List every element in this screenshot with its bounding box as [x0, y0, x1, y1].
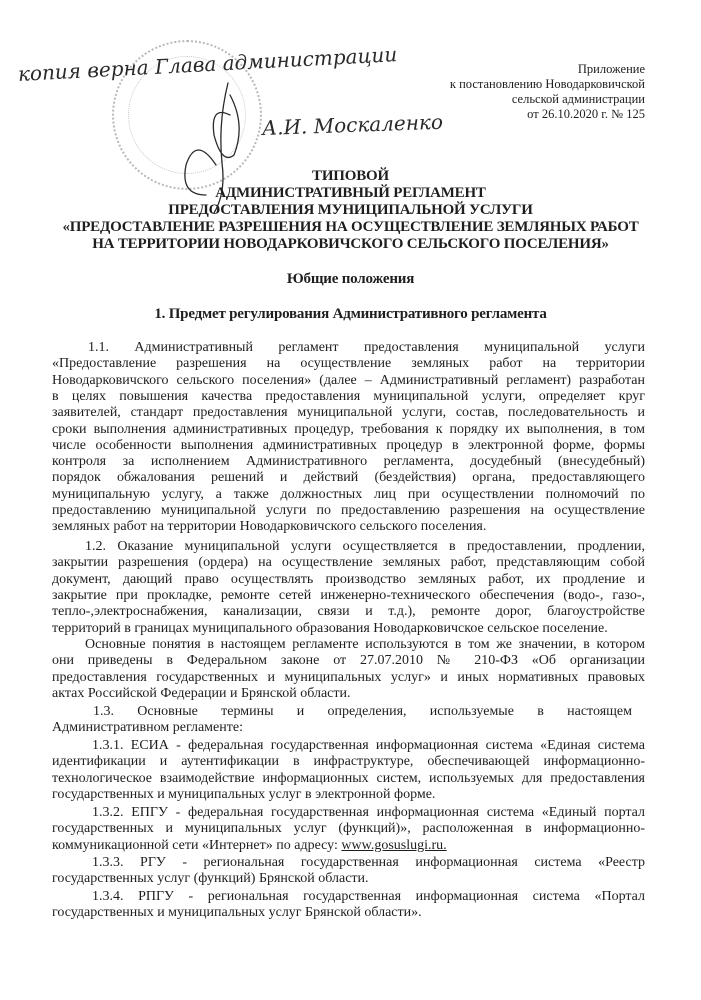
signature-name: А.И. Москаленко	[261, 109, 444, 140]
paragraph-line	[85, 539, 645, 555]
line-text: 1.3.1. ЕСИА - федеральная государственная информационная система «Единая система	[92, 738, 645, 753]
paragraph-line	[52, 422, 645, 438]
section-heading: Юбщие положения	[286, 271, 415, 287]
paragraph-line	[52, 838, 447, 854]
line-text: Основные понятия в настоящем регламенте используются в том же значении, в котором	[85, 637, 645, 652]
line-text: 1.1. Административный регламент предоставления муниципальной услуги	[88, 340, 645, 355]
paragraph-line	[52, 686, 351, 702]
paragraph-line	[52, 905, 422, 921]
line-text: государственных и муниципальных услуг (функций)», расположенная в информационно-	[52, 821, 645, 837]
line-text: 1.2. Оказание муниципальной услуги осуществляется в предоставлении, продлении,	[85, 539, 645, 554]
line-text: Административном регламенте:	[52, 720, 243, 736]
line-text: документ, дающий право осуществлять производство земляных работ, их продление и	[52, 571, 645, 587]
header-line: к постановлению Новодарковичской	[449, 77, 645, 91]
line-text: идентификации и аутентификации в инфраструктуре, обеспечивающей информационно-	[52, 754, 645, 770]
line-text: государственных и муниципальных услуг Брянской области».	[52, 905, 422, 921]
paragraph-line	[52, 588, 645, 604]
line-text: предоставлению муниципальной услуги по предоставлению разрешения на осуществление	[52, 503, 645, 518]
line-text: 1.3.3. РГУ - региональная государственная информационная система «Реестр	[92, 855, 645, 870]
line-text: технологическое взаимодействие информационных систем, используемых для предоставления	[52, 770, 645, 786]
title-line: «ПРЕДОСТАВЛЕНИЕ РАЗРЕШЕНИЯ НА ОСУЩЕСТВЛЕНИЕ ЗЕМЛЯНЫХ РАБОТ	[62, 219, 639, 235]
paragraph-line	[52, 754, 645, 770]
paragraph-line	[52, 373, 645, 389]
title-line: ТИПОВОЙ	[312, 168, 389, 184]
header-line: сельской администрации	[511, 92, 645, 106]
paragraph-line	[52, 356, 645, 372]
line-text: государственных услуг (функций) Брянской области.	[52, 871, 369, 887]
line-text: «Предоставление разрешения на осуществление земляных работ на территории	[52, 356, 645, 372]
line-text: предоставления государственных и муниципальных услуг» и иных нормативных правовых	[52, 669, 645, 685]
line-text: тепло-,электроснабжения, канализации, связи и т.д.), ремонте дорог, благоустройстве	[52, 604, 645, 620]
line-text: 1.3.4. РПГУ - региональная государственная информационная система «Портал	[92, 889, 645, 904]
line-text: числе особенности выполнения административных процедур в электронной форме, формы	[52, 437, 645, 453]
paragraph-line	[52, 821, 645, 837]
gosuslugi-link[interactable]: www.gosuslugi.ru.	[341, 837, 447, 853]
paragraph-line	[92, 805, 645, 821]
paragraph-line	[52, 389, 645, 405]
paragraph-line	[52, 670, 645, 686]
title-line: ПРЕДОСТАВЛЕНИЯ МУНИЦИПАЛЬНОЙ УСЛУГИ	[168, 202, 533, 218]
title-line: АДМИНИСТРАТИВНЫЙ РЕГЛАМЕНТ	[215, 185, 486, 201]
line-text: актах Российской Федерации и Брянской области.	[52, 685, 351, 701]
appendix-header	[385, 62, 645, 122]
line-text: контроля за исполнением Административного регламента, досудебный (внесудебный)	[52, 454, 645, 470]
line-text: сроки выполнения административных процедур, требования к порядку их выполнения, в том	[52, 421, 645, 437]
paragraph-line	[52, 438, 645, 454]
paragraph-line	[52, 454, 645, 470]
paragraph-line	[52, 503, 645, 519]
paragraph-line	[52, 555, 645, 571]
paragraph-line	[88, 340, 645, 356]
subsection-heading: 1. Предмет регулирования Административного регламента	[154, 306, 547, 322]
paragraph-line	[85, 637, 645, 653]
paragraph-line	[52, 720, 243, 736]
paragraph-line	[52, 572, 645, 588]
paragraph-line	[52, 787, 435, 803]
line-text: территорий в границах муниципального образования Новодарковичское сельское поселение.	[52, 620, 608, 636]
paragraph-line	[93, 704, 632, 720]
line-text: 1.3.2. ЕПГУ - федеральная государственная информационная система «Единый портал	[92, 805, 645, 820]
line-text: заявителей, стандарт предоставления муниципальной услуги, состав, последовательность и	[52, 405, 645, 421]
paragraph-line	[52, 405, 645, 421]
handwritten-note: копия верна Глава администрации	[17, 42, 398, 86]
line-text: они приведены в Федеральном законе от 27.07.2010 № 210-ФЗ «Об организации	[52, 653, 645, 669]
paragraph-line	[52, 519, 486, 535]
line-text: закрытии разрешения (ордера) на осуществление земляных работ, представляющим собой	[52, 555, 645, 571]
title-line: НА ТЕРРИТОРИИ НОВОДАРКОВИЧСКОГО СЕЛЬСКОГО ПОСЕЛЕНИЯ»	[92, 236, 609, 252]
header-line: Приложение	[577, 62, 645, 76]
line-text: коммуникационной сети «Интернет» по адресу:	[52, 837, 342, 853]
paragraph-line	[52, 871, 369, 887]
line-text: муниципальную услугу, а также должностных лиц при осуществлении полномочий по	[52, 486, 645, 502]
paragraph-line	[52, 604, 645, 620]
paragraph-line	[52, 487, 645, 503]
paragraph-line	[92, 855, 645, 871]
line-text: земляных работ на территории Новодарковичского сельского поселения.	[52, 519, 487, 535]
paragraph-line	[52, 470, 645, 486]
paragraph-line	[52, 621, 608, 637]
paragraph-line	[92, 738, 645, 754]
header-line: от 26.10.2020 г. № 125	[527, 107, 645, 121]
document-title	[0, 168, 701, 253]
line-text: государственных и муниципальных услуг в электронной форме.	[52, 786, 436, 802]
line-text: в целях повышения качества предоставления муниципальной услуги, определяет круг	[52, 388, 645, 404]
line-text: 1.3. Основные термины и определения, используемые в настоящем	[93, 704, 632, 719]
line-text: закрытие при прокладке, ремонте сетей инженерно-технического обеспечения (водо-, газо-,	[52, 587, 645, 603]
paragraph-line	[92, 889, 645, 905]
line-text: Новодарковичского сельского поселения» (далее – Административный регламент) разработан	[52, 372, 645, 388]
line-text: порядок обжалования решений и действий (бездействия) органа, предоставляющего	[52, 470, 645, 486]
paragraph-line	[52, 771, 645, 787]
paragraph-line	[52, 653, 645, 669]
